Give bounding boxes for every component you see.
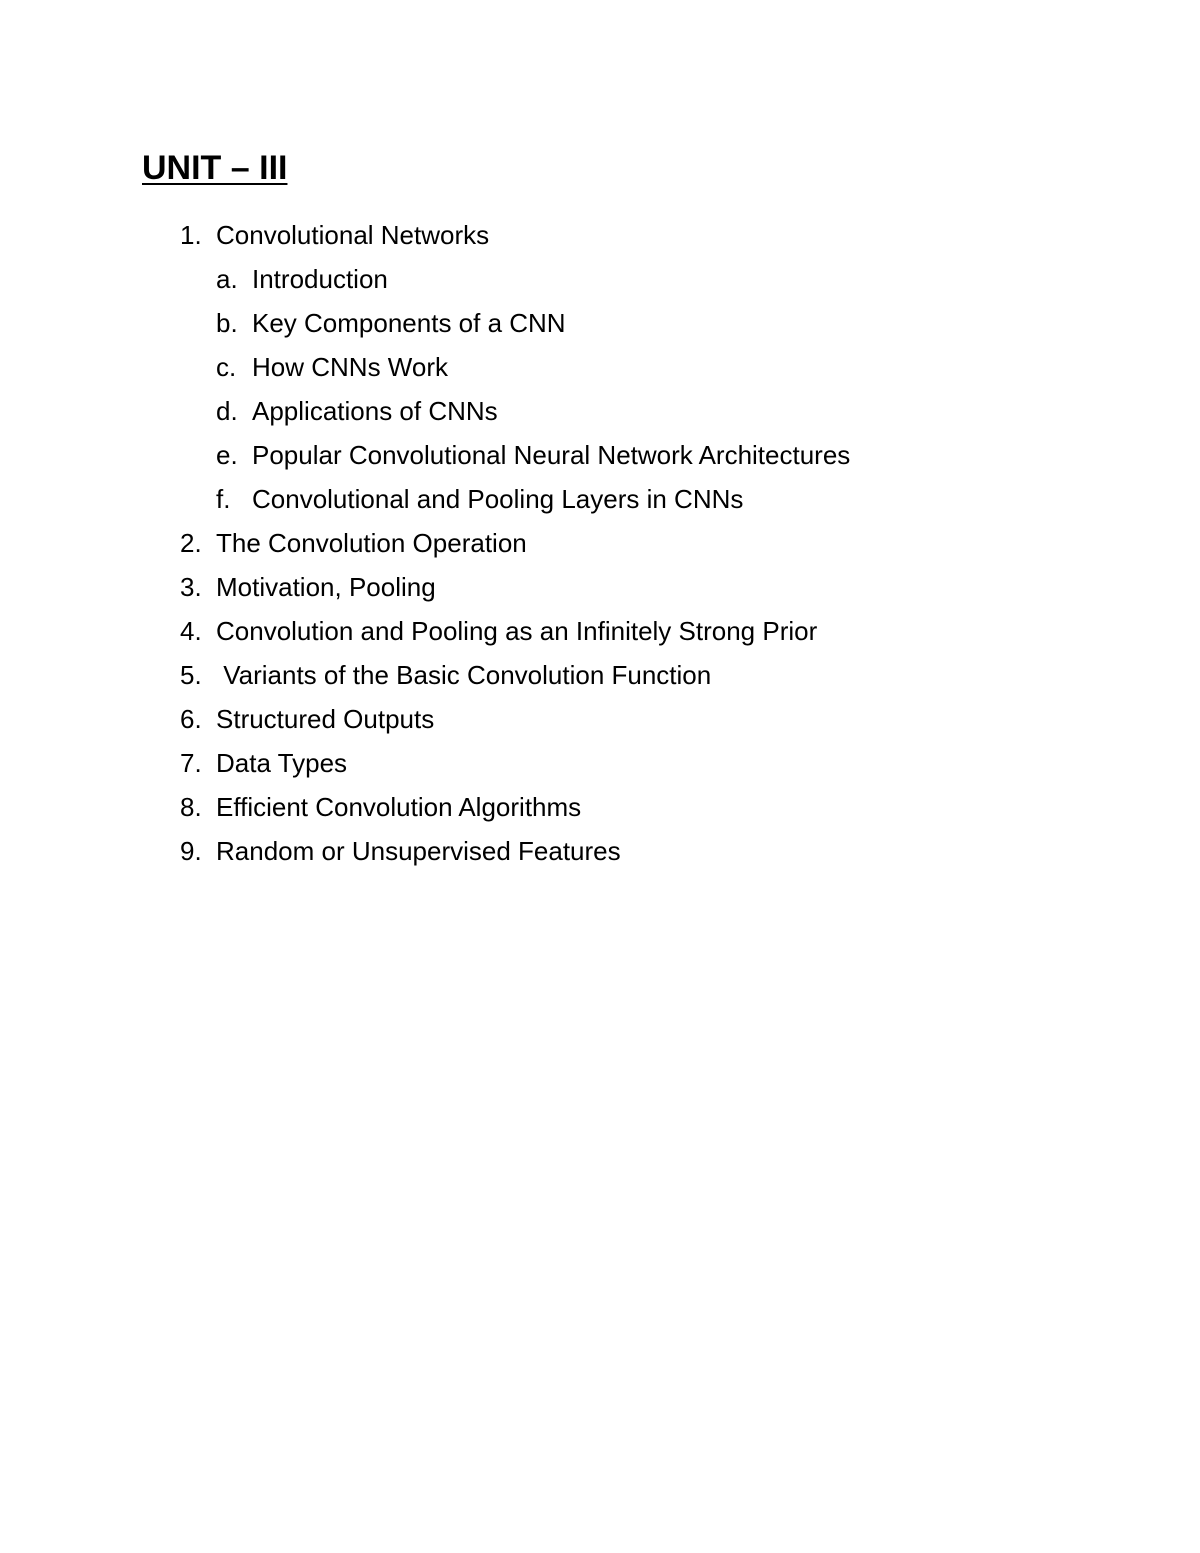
toc-item-number: c.	[216, 352, 237, 382]
toc-item-number: f.	[216, 484, 231, 514]
toc-item-number: 7.	[180, 748, 202, 778]
toc-item-number: 9.	[180, 836, 202, 866]
toc-item-number: d.	[216, 396, 238, 426]
toc-item-number: 1.	[180, 220, 202, 250]
toc-item-label: Variants of the Basic Convolution Function	[216, 660, 712, 690]
toc-item-label: Efficient Convolution Algorithms	[216, 792, 582, 822]
toc-item-label: Applications of CNNs	[252, 396, 498, 426]
toc-item-label: Data Types	[216, 748, 348, 778]
toc-item-number: 2.	[180, 528, 202, 558]
toc-item-number: 6.	[180, 704, 202, 734]
toc-item-number: a.	[216, 264, 238, 294]
toc-item-label: Structured Outputs	[216, 704, 435, 734]
toc-item-label: Introduction	[252, 264, 388, 294]
toc-item-number: 5.	[180, 660, 202, 690]
toc-item-number: 8.	[180, 792, 202, 822]
toc-item-number: 4.	[180, 616, 202, 646]
toc-item-number: 3.	[180, 572, 202, 602]
toc-item-number: b.	[216, 308, 238, 338]
toc-item-label: Popular Convolutional Neural Network Architectures	[252, 440, 851, 470]
toc-item-label: Motivation, Pooling	[216, 572, 436, 602]
toc-item-label: Convolutional and Pooling Layers in CNNs	[252, 484, 744, 514]
toc-item-label: Key Components of a CNN	[252, 308, 566, 338]
unit-title: UNIT – III	[142, 149, 288, 187]
toc-item-label: Convolution and Pooling as an Infinitely Strong Prior	[216, 616, 818, 646]
toc-item-number: e.	[216, 440, 238, 470]
toc-item-label: How CNNs Work	[252, 352, 448, 382]
toc-item-label: Random or Unsupervised Features	[216, 836, 621, 866]
toc-item-label: Convolutional Networks	[216, 220, 490, 250]
toc-item-label: The Convolution Operation	[216, 528, 527, 558]
